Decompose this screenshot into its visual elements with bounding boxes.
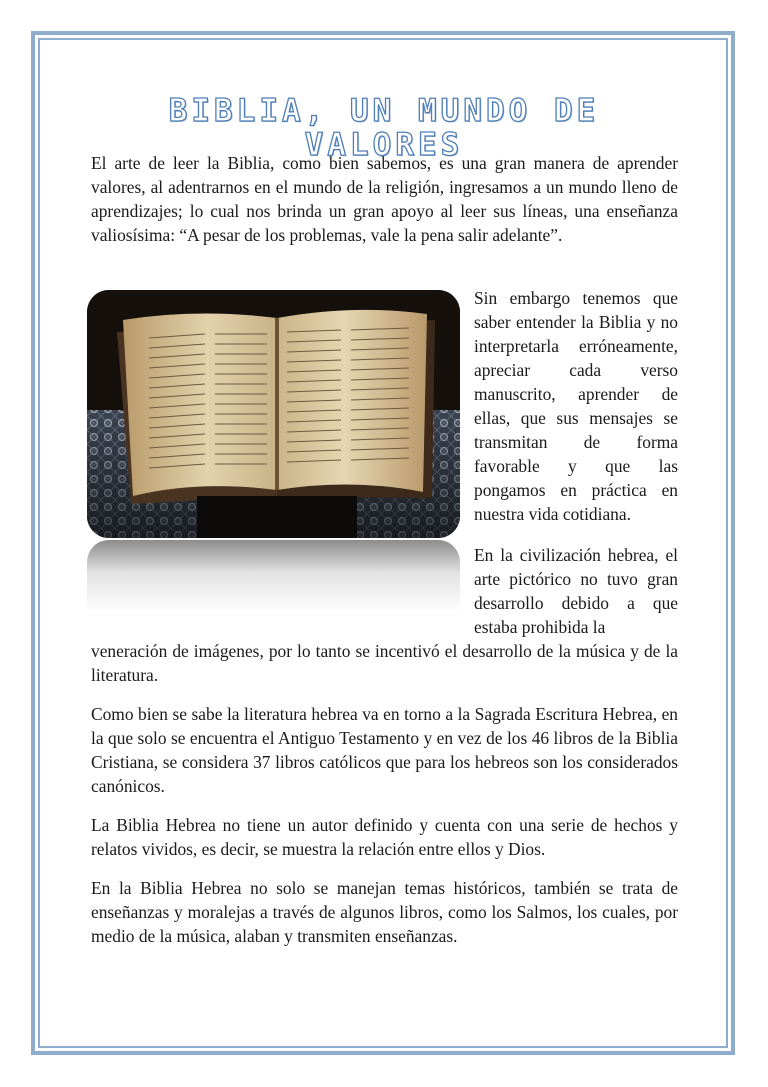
photo-reflection: [87, 540, 460, 612]
paragraph-hebrew-art-start: En la civilización hebrea, el arte pictórico no tuvo gran desarrollo debido a que estaba prohibida la: [474, 545, 678, 637]
page-title: BIBLIA, UN MUNDO DE VALORES: [168, 93, 600, 163]
paragraph-teachings: En la Biblia Hebrea no solo se manejan temas históricos, también se trata de enseñanzas y moralejas a través de algunos libros, como los Salmos, los cuales, por medio de la música, alaban y transmiten enseñanzas.: [91, 878, 678, 946]
paragraph-hebrew-art-end: veneración de imágenes, por lo tanto se incentivó el desarrollo de la música y de la literatura.: [91, 641, 678, 685]
paragraph-hebrew-literature: Como bien se sabe la literatura hebrea va en torno a la Sagrada Escritura Hebrea, en la que solo se encuentra el Antiguo Testamento y en vez de los 46 libros de la Biblia Cristiana, se considera 37 libros católicos que para los hebreos son los considerados canónicos.: [91, 704, 678, 796]
open-bible-photo-icon: [87, 290, 460, 538]
paragraph-intro: El arte de leer la Biblia, como bien sabemos, es una gran manera de aprender valores, al adentrarnos en el mundo de la religión, ingresamos a un mundo lleno de aprendizajes; lo cual nos brinda un gran apoyo al leer sus líneas, una enseñanza valiosísima: “A pesar de los problemas, vale la pena salir adelante”.: [91, 153, 678, 245]
paragraph-interpretation: Sin embargo tenemos que saber entender la Biblia y no interpretarla erróneamente, apreciar cada verso manuscrito, aprender de ellas, que sus mensajes se transmitan de forma favorable y que las pongamos en práctica en nuestra vida cotidiana.: [474, 288, 678, 524]
paragraph-hebrew-bible-author: La Biblia Hebrea no tiene un autor definido y cuenta con una serie de hechos y relatos vividos, es decir, se muestra la relación entre ellos y Dios.: [91, 815, 678, 859]
